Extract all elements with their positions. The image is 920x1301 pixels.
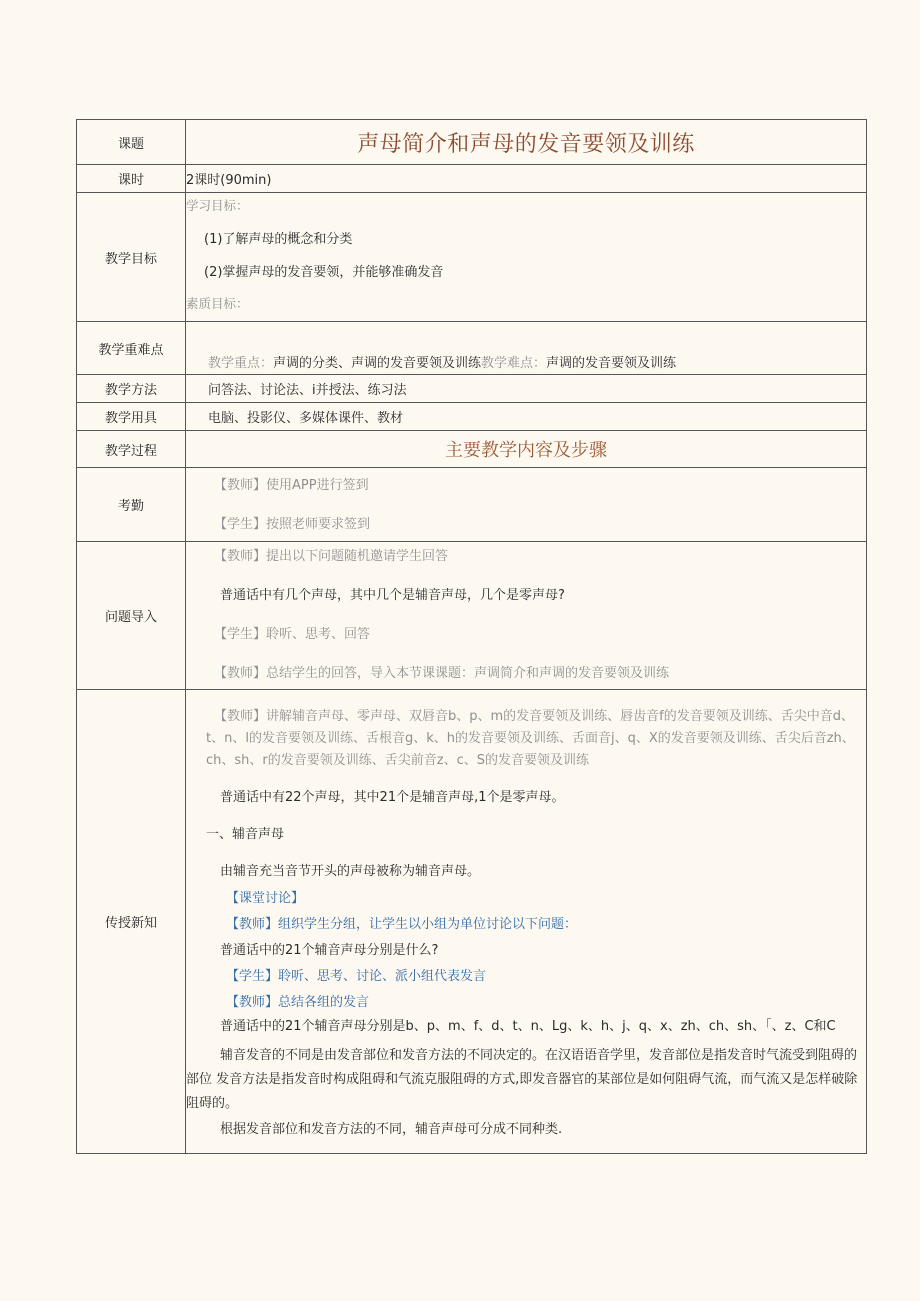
attendance-student: 【学生】按照老师要求签到 [214, 516, 371, 532]
row-keypoints [77, 322, 867, 375]
difficulty-text: 声调的发音要领及训练 [546, 356, 677, 371]
difficulty-label: 教学难点： [481, 356, 547, 371]
process-header-right: 主要教学内容及步骤 [186, 431, 867, 468]
row-process-header [77, 431, 867, 468]
intro-label: 问题导入 [77, 542, 186, 690]
intro-student: 【学生】聆听、思考、回答 [214, 626, 371, 642]
teach-classification: 根据发音部位和发音方法的不同，辅音声母可分成不同种类. [220, 1122, 563, 1137]
objective-item-2: (2)掌握声母的发音要领，并能够准确发音 [204, 265, 444, 280]
row-teach [77, 690, 867, 1154]
quality-objectives-heading: 素质目标： [186, 296, 249, 311]
tools-value: 电脑、投影仪、多媒体课件、教材 [186, 403, 867, 431]
attendance-cell [186, 468, 867, 542]
teach-student: 【学生】聆听、思考、讨论、派小组代表发言 [226, 969, 487, 984]
row-topic [77, 120, 867, 165]
row-methods [77, 375, 867, 403]
intro-question: 普通话中有几个声母，其中几个是辅音声母，几个是零声母? [220, 587, 565, 603]
hours-label: 课时 [77, 165, 186, 193]
focus-text: 声调的分类、声调的发音要领及训练 [273, 356, 482, 371]
focus-label: 教学重点： [208, 356, 274, 371]
attendance-label: 考勤 [77, 468, 186, 542]
topic-title: 声母简介和声母的发音要领及训练 [186, 120, 867, 165]
teach-explanation: 辅音发音的不同是由发音部位和发音方法的不同决定的。在汉语语音学里，发音部位是指发音时气流受到阻碍的部位 发音方法是指发音时构成阻碍和气流克服阻碍的方式,即发音器官的某部位是如何阻碍气流，而气流又是怎样破除阻碍的。 [186, 1048, 858, 1111]
row-hours [77, 165, 867, 193]
teach-teacher-summary: 【教师】总结各组的发言 [226, 995, 370, 1010]
tools-label: 教学用具 [77, 403, 186, 431]
keypoints-cell [186, 322, 867, 375]
teach-count: 普通话中有22个声母，其中21个是辅音声母,1个是零声母。 [220, 790, 565, 805]
teach-question: 普通话中的21个辅音声母分别是什么? [220, 943, 439, 958]
learning-objectives-heading: 学习目标： [186, 198, 249, 213]
objectives-cell [186, 193, 867, 322]
attendance-teacher: 【教师】使用APP进行签到 [214, 477, 369, 493]
intro-cell [186, 542, 867, 690]
keypoints-label: 教学重难点 [77, 322, 186, 375]
teach-definition: 由辅音充当音节开头的声母被称为辅音声母。 [220, 864, 481, 879]
objectives-label: 教学目标 [77, 193, 186, 322]
row-tools [77, 403, 867, 431]
intro-teacher-summary: 【教师】总结学生的回答，导入本节课课题：声调简介和声调的发音要领及训练 [214, 665, 670, 681]
methods-value: 问答法、讨论法、i并授法、练习法 [186, 375, 867, 403]
process-header-left: 教学过程 [77, 431, 186, 468]
topic-label: 课题 [77, 120, 186, 165]
teach-discussion-heading: 【课堂讨论】 [226, 891, 305, 906]
objective-item-1: (1)了解声母的概念和分类 [204, 232, 353, 247]
teach-label: 传授新知 [77, 690, 186, 1154]
row-objectives [77, 193, 867, 322]
methods-label: 教学方法 [77, 375, 186, 403]
row-attendance [77, 468, 867, 542]
hours-value: 2课时(90min) [186, 165, 867, 193]
teach-teacher-intro: 【教师】讲解辅音声母、零声母、双唇音b、p、m的发音要领及训练、唇齿音f的发音要领及训练、舌尖中音d、t、n、l的发音要领及训练、舌根音g、k、h的发音要领及训练、舌面音j、q、X的发音要领及训练、舌尖后音zh、ch、sh、r的发音要领及训练、舌尖前音z、c、S的发音要领及训练 [206, 709, 855, 768]
lesson-plan-table [76, 119, 867, 1154]
teach-cell [186, 690, 867, 1154]
row-intro [77, 542, 867, 690]
teach-teacher-group: 【教师】组织学生分组，让学生以小组为单位讨论以下问题： [226, 917, 578, 932]
teach-section-heading: 一、辅音声母 [206, 827, 285, 842]
intro-teacher-question: 【教师】提出以下问题随机邀请学生回答 [214, 548, 449, 564]
teach-consonant-list: 普通话中的21个辅音声母分别是b、p、m、f、d、t、n、Lg、k、h、j、q、x、zh、ch、sh、「、z、C和C [220, 1019, 836, 1034]
